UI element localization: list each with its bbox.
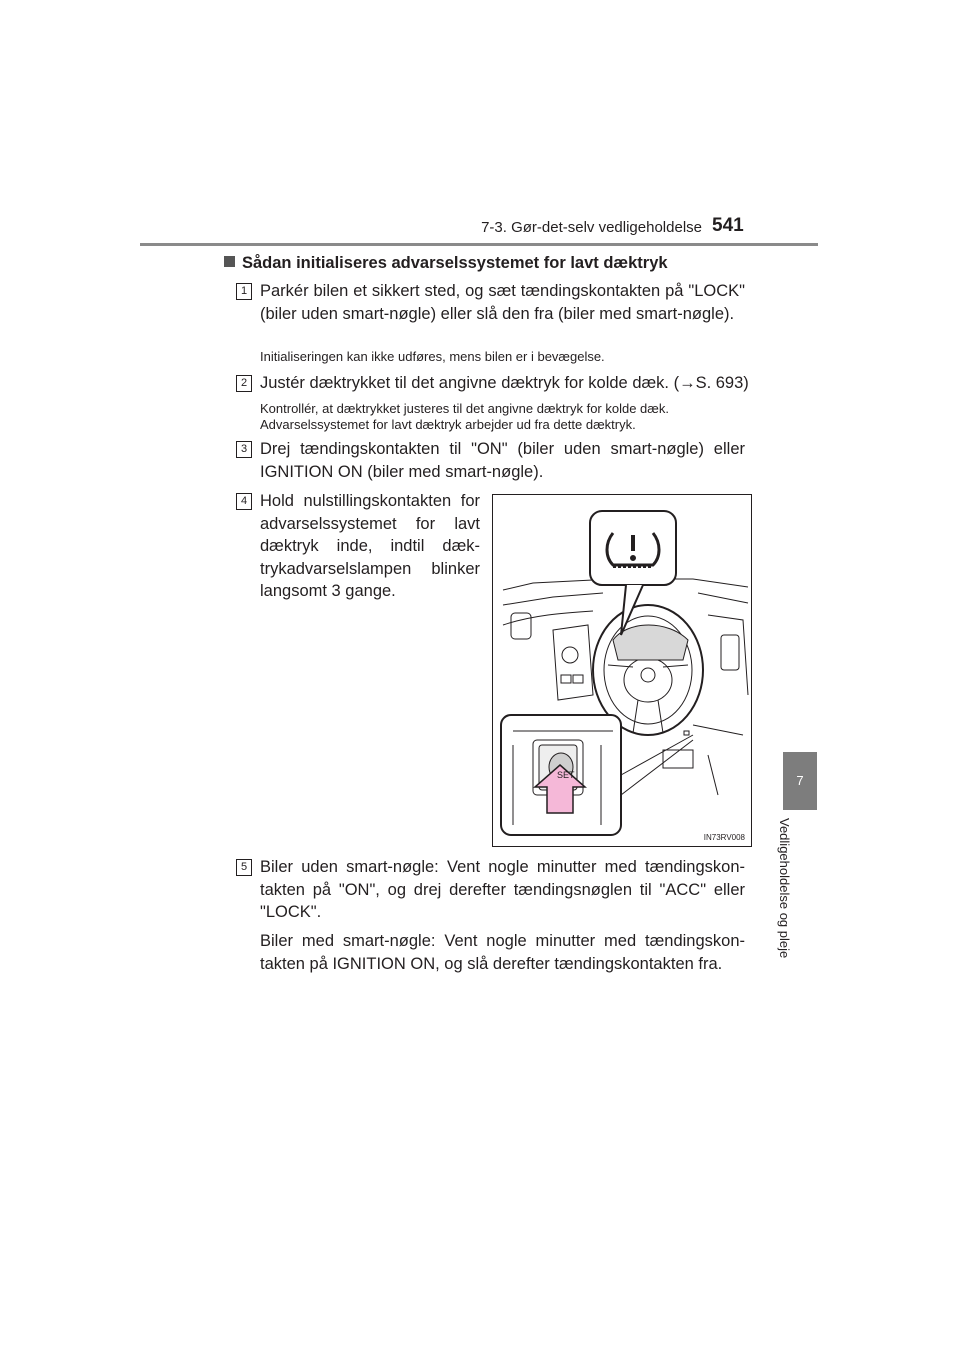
- step-2-note: Kontrollér, at dæktrykket justeres til det angivne dæktryk for kolde dæk. Advarselssystemet for lavt dæktryk arbejder ud fra dette dæktryk.: [260, 401, 669, 432]
- step-3-text: Drej tændingskontakten til "ON" (biler uden smart-nøgle) eller IGNITION ON (biler med smart-nøgle).: [260, 440, 745, 481]
- step-number-3: 3: [236, 441, 252, 458]
- step-number-5: 5: [236, 859, 252, 876]
- page-number: 541: [712, 215, 744, 236]
- step-2-text: Justér dæktrykket til det angivne dæktryk for kolde dæk. (→S. 693): [260, 374, 749, 392]
- step-5-text-2: Biler med smart-nøgle: Vent nogle minutter med tændingskon-takten på IGNITION ON, og slå derefter tændingskontakten fra.: [260, 932, 745, 973]
- section-title: [224, 254, 668, 273]
- step-4-text: Hold nulstillingskontakten for advarselssystemet for lavt dæktryk inde, indtil dæk-trykadvarselslampen blinker langsomt 3 gange.: [260, 492, 480, 600]
- step-5-text: Biler uden smart-nøgle: Vent nogle minutter med tændingskon-takten på "ON", og drej derefter tændingsnøglen til "ACC" eller "LOCK".: [260, 858, 745, 921]
- header-divider: [140, 243, 818, 246]
- chapter-title-vertical: [777, 818, 810, 978]
- chapter-title-text: Vedligeholdelse og pleje: [777, 818, 792, 959]
- step-number-2: 2: [236, 375, 252, 392]
- square-bullet-icon: [224, 256, 235, 267]
- section-title-text: Sådan initialiseres advarselssystemet for lavt dæktryk: [242, 254, 668, 272]
- running-header-section: 7-3. Gør-det-selv vedligeholdelse: [481, 219, 702, 236]
- chapter-tab: 7: [783, 752, 817, 810]
- set-button-label: SET: [557, 770, 575, 780]
- step-1-text: Parkér bilen et sikkert sted, og sæt tændingskontakten på "LOCK" (biler uden smart-nøgle) eller slå den fra (biler med smart-nøgle).: [260, 282, 745, 323]
- illustration-dashboard: [492, 494, 752, 847]
- step-1-note: Initialiseringen kan ikke udføres, mens bilen er i bevægelse.: [260, 349, 605, 364]
- step-number-1: 1: [236, 283, 252, 300]
- illustration-code: IN73RV008: [703, 833, 745, 842]
- dashboard-drawing: [493, 495, 751, 846]
- step-number-4: 4: [236, 493, 252, 510]
